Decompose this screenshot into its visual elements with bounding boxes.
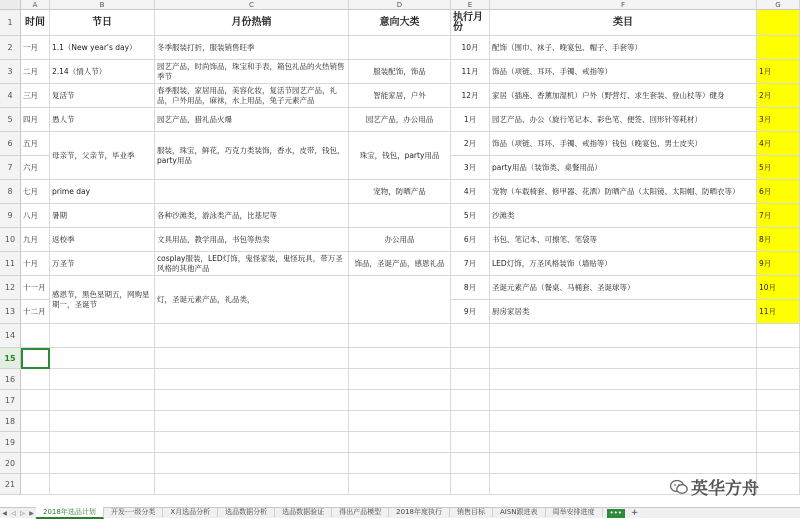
cell-a[interactable]: 六月 [21,156,50,180]
cell-a[interactable]: 四月 [21,108,50,132]
cell-empty[interactable] [21,474,50,495]
cell-empty[interactable] [21,390,50,411]
cell-empty[interactable] [490,369,757,390]
cell-empty[interactable] [451,453,490,474]
row-header[interactable]: 14 [0,324,21,348]
next-sheet-arrow-icon[interactable]: ▷ [20,509,25,517]
cell-f[interactable]: 圣诞元素产品（餐桌、马桶套、圣诞球等） [490,276,757,300]
cell-d[interactable]: 办公用品 [349,228,451,252]
row-header[interactable]: 1 [0,10,21,36]
cell-empty[interactable] [155,348,349,369]
row-header[interactable]: 4 [0,84,21,108]
cell-empty[interactable] [349,390,451,411]
cell-empty[interactable] [451,432,490,453]
cell-f[interactable]: 家居（插座、香薰加湿机）户外（野营灯、求生套装、登山杖等）健身 [490,84,757,108]
cell-empty[interactable] [490,432,757,453]
cell-e[interactable]: 8月 [451,276,490,300]
cell-b[interactable]: 返校季 [50,228,155,252]
cell-f[interactable]: 厨房家居类 [490,300,757,324]
row-header[interactable]: 19 [0,432,21,453]
cell-g[interactable]: 4月 [757,132,800,156]
cell-b[interactable]: 暑期 [50,204,155,228]
cell-e[interactable]: 5月 [451,204,490,228]
wechat-icon [670,479,688,495]
cell-c[interactable]: 文具用品，教学用品，书包等热卖 [155,228,349,252]
cell-empty[interactable] [451,390,490,411]
cell-e[interactable]: 4月 [451,180,490,204]
cell-e[interactable]: 11月 [451,60,490,84]
cell-g[interactable]: 6月 [757,180,800,204]
sheet-tab[interactable]: AISN跟进表 [493,507,546,517]
cell-empty[interactable] [155,390,349,411]
cell-a[interactable]: 三月 [21,84,50,108]
cell-empty[interactable] [50,369,155,390]
header-cell[interactable]: 类目 [490,10,757,36]
column-header-e[interactable]: E [451,0,490,10]
cell-d[interactable]: 饰品，圣诞产品，感恩礼品 [349,252,451,276]
cell-d[interactable]: 智能家居，户外 [349,84,451,108]
header-cell[interactable]: 节日 [50,10,155,36]
cell-empty[interactable] [50,411,155,432]
column-header-f[interactable]: F [490,0,757,10]
column-header-a[interactable]: A [21,0,50,10]
cell-e[interactable]: 7月 [451,252,490,276]
row-header[interactable]: 5 [0,108,21,132]
cell-empty[interactable] [451,411,490,432]
cell-empty[interactable] [349,474,451,495]
cell-g[interactable]: 1月 [757,60,800,84]
cell-c[interactable]: 冬季服装打折，服装销售旺季 [155,36,349,60]
sheet-tabs [36,507,603,519]
cell-d[interactable]: 宠物，防晒产品 [349,180,451,204]
cell-b[interactable]: 2.14（情人节） [50,60,155,84]
cell-empty[interactable] [490,348,757,369]
cell-a[interactable]: 一月 [21,36,50,60]
row-header[interactable]: 13 [0,300,21,324]
cell-empty[interactable] [349,348,451,369]
cell-empty[interactable] [349,432,451,453]
first-sheet-arrow-icon[interactable]: ◀ [2,509,7,517]
cell-a[interactable]: 十二月 [21,300,50,324]
cell-empty[interactable] [155,432,349,453]
cell-empty[interactable] [757,474,800,495]
cell-g[interactable]: 5月 [757,156,800,180]
cell-a[interactable]: 二月 [21,60,50,84]
cell-empty[interactable] [349,324,451,348]
sheet-tab[interactable]: 周举安排进度 [546,507,603,517]
cell-empty[interactable] [21,432,50,453]
cell-empty[interactable] [451,348,490,369]
sheet-tab[interactable]: 2018年度执行 [389,507,450,517]
header-cell[interactable]: 意向大类 [349,10,451,36]
cell-empty[interactable] [757,348,800,369]
cell-g[interactable] [757,36,800,60]
sheet-tab[interactable]: 开发-一级分类 [104,507,164,517]
cell-f[interactable]: party用品（装饰类、桌餐用品） [490,156,757,180]
select-all-corner[interactable] [0,0,21,10]
row-header[interactable]: 3 [0,60,21,84]
cell-c[interactable]: 灯，圣诞元素产品，礼品类， [155,276,349,324]
column-header-d[interactable]: D [349,0,451,10]
cell-b[interactable]: 母亲节，父亲节，毕业季 [50,132,155,180]
cell-e[interactable]: 2月 [451,132,490,156]
cell-c[interactable] [155,180,349,204]
cell-c[interactable]: 服装，珠宝，鲜花，巧克力类装饰，香水，皮带，钱包，party用品 [155,132,349,180]
cell-g[interactable]: 10月 [757,276,800,300]
cell-b[interactable]: 1.1（New year's day） [50,36,155,60]
cell-empty[interactable] [349,411,451,432]
row-header[interactable]: 9 [0,204,21,228]
header-cell[interactable] [757,10,800,36]
cell-empty[interactable] [50,474,155,495]
row-header[interactable]: 20 [0,453,21,474]
cell-empty[interactable] [451,369,490,390]
cell-g[interactable]: 3月 [757,108,800,132]
cell-d[interactable] [349,36,451,60]
cell-empty[interactable] [757,390,800,411]
cell-empty[interactable] [155,324,349,348]
header-cell[interactable]: 时间 [21,10,50,36]
cell-empty[interactable] [21,453,50,474]
cell-g[interactable]: 11月 [757,300,800,324]
cell-e[interactable]: 12月 [451,84,490,108]
row-header[interactable]: 21 [0,474,21,495]
cell-empty[interactable] [757,432,800,453]
cell-empty[interactable] [50,432,155,453]
row-header[interactable]: 2 [0,36,21,60]
cell-g[interactable]: 2月 [757,84,800,108]
cell-empty[interactable] [451,324,490,348]
cell-c[interactable]: cosplay服装，LED灯饰，鬼怪家装，鬼怪玩具，带万圣风格的其他产品 [155,252,349,276]
column-header-c[interactable]: C [155,0,349,10]
cell-empty[interactable] [155,474,349,495]
header-cell[interactable]: 执行月份 [451,10,490,36]
cell-empty[interactable] [490,453,757,474]
cell-f[interactable]: 饰品（项链、耳环、手镯、戒指等） [490,60,757,84]
cell-empty[interactable] [21,411,50,432]
cell-empty[interactable] [50,324,155,348]
cell-empty[interactable] [490,324,757,348]
cell-empty[interactable] [757,411,800,432]
last-sheet-arrow-icon[interactable]: ▶ [29,509,34,517]
cell-d[interactable]: 珠宝，钱包，party用品 [349,132,451,180]
cell-empty[interactable] [21,369,50,390]
cell-d[interactable]: 服装配饰，饰品 [349,60,451,84]
cell-empty[interactable] [490,390,757,411]
cell-b[interactable]: 愚人节 [50,108,155,132]
cell-empty[interactable] [757,369,800,390]
row-header[interactable]: 17 [0,390,21,411]
row-header[interactable]: 8 [0,180,21,204]
cell-f[interactable]: 园艺产品、办公（旋行笔记本、彩色笔、便签、回形针等耗材） [490,108,757,132]
sheet-tab[interactable]: 选品数据分析 [218,507,275,517]
cell-f[interactable]: 配饰（围巾、袜子、晚宴包、帽子、手套等） [490,36,757,60]
cell-b[interactable]: 感恩节，黑色星期五，网购星期一，圣诞节 [50,276,155,324]
cell-b[interactable]: 复活节 [50,84,155,108]
cell-e[interactable]: 1月 [451,108,490,132]
cell-e[interactable]: 6月 [451,228,490,252]
cell-f[interactable]: 饰品（项链、耳环、手镯、戒指等）钱包（晚宴包、男士皮夹） [490,132,757,156]
header-cell[interactable]: 月份热销 [155,10,349,36]
cell-empty[interactable] [50,453,155,474]
cell-e[interactable]: 10月 [451,36,490,60]
cell-empty[interactable] [50,390,155,411]
sheet-tab[interactable]: 选品数据验证 [275,507,332,517]
cell-c[interactable]: 各种沙滩类，游泳类产品，比基尼等 [155,204,349,228]
cell-d[interactable] [349,276,451,324]
cell-f[interactable]: LED灯饰，万圣风格装饰（墙贴等） [490,252,757,276]
row-header[interactable]: 18 [0,411,21,432]
cell-empty[interactable] [155,369,349,390]
cell-d[interactable]: 园艺产品，办公用品 [349,108,451,132]
row-header[interactable]: 15 [0,348,21,369]
cell-empty[interactable] [349,369,451,390]
cell-empty[interactable] [21,348,50,369]
cell-g[interactable]: 7月 [757,204,800,228]
row-header[interactable]: 12 [0,276,21,300]
row-header[interactable]: 7 [0,156,21,180]
cell-empty[interactable] [155,411,349,432]
cell-e[interactable]: 3月 [451,156,490,180]
cell-empty[interactable] [155,453,349,474]
cell-a[interactable]: 九月 [21,228,50,252]
row-header[interactable]: 6 [0,132,21,156]
cell-a[interactable]: 七月 [21,180,50,204]
cell-f[interactable]: 宠物（车载椅套、修甲器、花洒）防晒产品（太阳镜、太阳帽、防晒衣等） [490,180,757,204]
watermark [670,474,759,499]
row-header[interactable]: 16 [0,369,21,390]
cell-empty[interactable] [757,324,800,348]
cell-empty[interactable] [21,324,50,348]
cell-g[interactable]: 8月 [757,228,800,252]
sheet-tab-bar [0,507,800,518]
sheet-tab[interactable]: 2018年选品计划 [36,507,104,519]
watermark-text: 英华方舟 [691,479,759,499]
cell-a[interactable]: 十一月 [21,276,50,300]
sheet-tab[interactable]: X月选品分析 [163,507,218,517]
cell-empty[interactable] [349,453,451,474]
more-sheets-button[interactable]: ••• [607,509,625,518]
cell-empty[interactable] [50,348,155,369]
cell-c[interactable]: 园艺产品，猎礼品火爆 [155,108,349,132]
cell-g[interactable]: 9月 [757,252,800,276]
cell-a[interactable]: 十月 [21,252,50,276]
cell-f[interactable]: 书包、笔记本、可擦笔、笔袋等 [490,228,757,252]
cell-c[interactable]: 园艺产品，时尚饰品，珠宝和手表，箱包礼品的火热销售季节 [155,60,349,84]
row-header[interactable]: 10 [0,228,21,252]
add-sheet-button[interactable]: + [630,508,639,518]
cell-b[interactable]: prime day [50,180,155,204]
cell-f[interactable]: 沙滩类 [490,204,757,228]
sheet-tab[interactable]: 得出产品模型 [332,507,389,517]
cell-c[interactable]: 春季服装，家居用品，美容化妆，复活节园艺产品，礼品，户外用品，麻袜，水上用品，兔子元素产品 [155,84,349,108]
column-header-g[interactable]: G [757,0,800,10]
cell-e[interactable]: 9月 [451,300,490,324]
column-header-b[interactable]: B [50,0,155,10]
cell-d[interactable] [349,204,451,228]
row-header[interactable]: 11 [0,252,21,276]
cell-b[interactable]: 万圣节 [50,252,155,276]
cell-a[interactable]: 五月 [21,132,50,156]
cell-a[interactable]: 八月 [21,204,50,228]
prev-sheet-arrow-icon[interactable]: ◁ [11,509,16,517]
cell-empty[interactable] [757,453,800,474]
cell-empty[interactable] [490,411,757,432]
cell-empty[interactable] [451,474,490,495]
sheet-tab[interactable]: 销售目标 [450,507,493,517]
